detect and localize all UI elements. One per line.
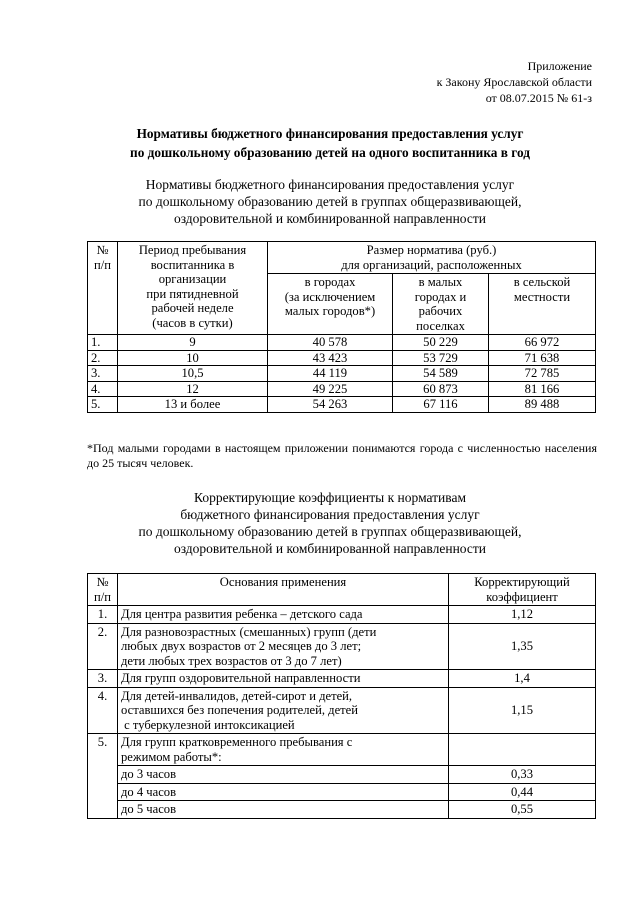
row-rural-value: 72 785 [489,366,596,382]
header-text: Корректирующий [474,575,570,589]
row-period: 12 [118,381,268,397]
row-period: 10 [118,350,268,366]
header-text: малых городов*) [284,304,376,318]
header-text: рабочих [418,304,463,318]
coefficients-table [87,573,596,819]
header-text: п/п [94,257,111,272]
header-num [88,242,118,335]
table-row [88,397,596,413]
table-row [88,381,596,397]
main-title-line: Нормативы бюджетного финансирования предоставления услуг [136,126,524,141]
row-coefficient: 1,35 [449,623,596,670]
basis-line: оставшихся без попечения родителей, детей [121,703,359,717]
header-text: рабочей неделе [151,301,234,315]
row-cities-value: 44 119 [268,366,393,382]
row-period: 9 [118,335,268,351]
basis-line: Для центра развития ребенка – детского сада [121,607,363,621]
row-cities-value: 49 225 [268,381,393,397]
law-date-number: от 08.07.2015 № 61-з [485,91,592,105]
row-towns-value: 60 873 [393,381,489,397]
header-text: поселках [416,318,465,333]
section1-title-line: оздоровительной и комбинированной направленности [173,211,487,226]
table-row [88,350,596,366]
table-subrow [88,801,596,819]
subrow-coefficient: 0,55 [449,801,596,819]
header-text: Размер норматива (руб.) [366,243,497,257]
basis-line: дети любых трех возрастов от 3 до 7 лет) [121,653,342,668]
header-text: Период пребывания [138,243,247,257]
row-basis [118,670,449,688]
header-text: организации [158,272,227,286]
basis-line: Для групп кратковременного пребывания с [121,735,353,749]
row-coefficient [449,734,596,766]
row-num: 3. [88,366,118,382]
header-period [118,242,268,335]
subrow-basis: до 5 часов [118,801,449,819]
row-num: 5. [88,397,118,413]
basis-line: Для групп оздоровительной направленности [121,671,361,685]
footnote: *Под малыми городами в настоящем приложении понимаются города с численностью населения до 25 тысяч человек. [87,441,597,470]
row-period: 10,5 [118,366,268,382]
subrow-basis: до 4 часов [118,783,449,801]
header-num [88,574,118,606]
row-towns-value: 54 589 [393,366,489,382]
header-text: коэффициент [486,589,558,604]
table-row [88,366,596,382]
appendix-header [437,58,592,106]
table-row [88,687,596,734]
section2-title [60,489,600,557]
row-towns-value: 67 116 [393,397,489,413]
row-rural-value: 81 166 [489,381,596,397]
subrow-coefficient: 0,44 [449,783,596,801]
table-row [88,734,596,766]
row-towns-value: 50 229 [393,335,489,351]
row-num: 4. [88,687,118,734]
appendix-line: Приложение [527,59,592,73]
row-basis [118,734,449,766]
row-basis [118,687,449,734]
section2-title-line: бюджетного финансирования предоставления услуг [180,507,480,522]
subrow-coefficient: 0,33 [449,766,596,784]
law-reference: к Закону Ярославской области [436,75,592,89]
basis-line: режимом работы*: [121,749,222,764]
row-num: 1. [88,606,118,624]
norms-table [87,241,596,413]
section2-title-line: Корректирующие коэффициенты к нормативам [193,490,467,505]
subrow-basis: до 3 часов [118,766,449,784]
header-cities [268,274,393,335]
table-row [88,335,596,351]
row-cities-value: 54 263 [268,397,393,413]
row-num: 5. [88,734,118,819]
header-text: для организаций, расположенных [341,257,522,272]
header-text: городах и [414,289,467,304]
header-text: в малых [418,275,463,289]
section2-title-line: оздоровительной и комбинированной направленности [173,541,487,556]
basis-line: с туберкулезной интоксикацией [121,717,295,732]
header-coefficient [449,574,596,606]
header-text: в сельской [513,275,571,289]
header-text: при пятидневной [146,286,239,301]
section2-title-line: по дошкольному образованию детей в группах общеразвивающей, [138,524,522,539]
header-text: № [96,243,109,257]
table-row [88,670,596,688]
header-basis: Основания применения [118,574,449,606]
row-coefficient: 1,4 [449,670,596,688]
basis-line: Для разновозрастных (смешанных) групп (дети [121,624,377,639]
header-text: № [96,575,109,589]
row-rural-value: 71 638 [489,350,596,366]
header-text: воспитанника в [150,257,235,272]
header-text: (за исключением [284,289,376,304]
row-basis [118,623,449,670]
main-title-line: по дошкольному образованию детей на одного воспитанника в год [130,145,530,160]
section1-title-line: по дошкольному образованию детей в группах общеразвивающей, [138,194,522,209]
row-rural-value: 66 972 [489,335,596,351]
header-rural [489,274,596,335]
main-title [60,124,600,162]
header-text: (часов в сутки) [152,315,233,330]
basis-line: Для детей-инвалидов, детей-сирот и детей, [121,688,353,703]
row-towns-value: 53 729 [393,350,489,366]
row-coefficient: 1,15 [449,687,596,734]
table-subrow [88,783,596,801]
header-text: местности [513,289,571,304]
header-small-towns [393,274,489,335]
row-num: 4. [88,381,118,397]
header-text: п/п [94,589,111,604]
basis-line: любых двух возрастов от 2 месяцев до 3 лет; [121,639,362,653]
row-num: 1. [88,335,118,351]
row-period: 13 и более [118,397,268,413]
row-num: 2. [88,350,118,366]
table-row [88,606,596,624]
table-header-row [88,574,596,606]
row-num: 3. [88,670,118,688]
row-coefficient: 1,12 [449,606,596,624]
row-cities-value: 43 423 [268,350,393,366]
header-text: в городах [304,275,356,289]
row-cities-value: 40 578 [268,335,393,351]
section1-title-line: Нормативы бюджетного финансирования предоставления услуг [145,177,515,192]
row-num: 2. [88,623,118,670]
table-subrow [88,766,596,784]
section1-title [60,176,600,227]
header-norm-size [268,242,596,274]
row-basis [118,606,449,624]
row-rural-value: 89 488 [489,397,596,413]
table-row [88,623,596,670]
